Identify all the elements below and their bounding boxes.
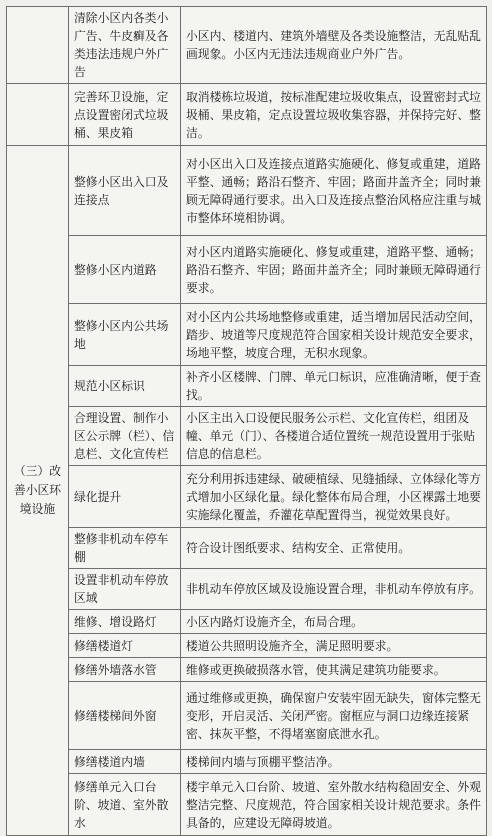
description-cell: 对小区内道路实施硬化、修复或重建，道路平整、通畅；路沿石整齐、牢固；路面井盖齐全；同时兼顾无障碍通行要求。 — [181, 236, 487, 304]
table-row — [7, 7, 487, 84]
item-cell: 设置非机动车停放区域 — [69, 569, 181, 610]
item-cell: 合理设置、制作小区公示牌（栏）、信息栏、文化宣传栏 — [69, 407, 181, 466]
item-cell: 修缮楼道灯 — [69, 634, 181, 658]
description-cell: 补齐小区楼牌、门牌、单元口标识，应准确清晰，便于查找。 — [181, 366, 487, 407]
description-cell: 小区主出入口设便民服务公示栏、文化宣传栏，组团及幢、单元（门）、各楼道合适位置统一规范设置用于张贴信息的信息栏。 — [181, 407, 487, 466]
category-cell: （三）改善小区环境设施 — [7, 146, 69, 836]
item-cell: 修缮楼道内墙 — [69, 750, 181, 774]
table-row — [7, 658, 487, 682]
table-row — [7, 466, 487, 528]
category-cell-previous — [7, 7, 69, 84]
table-row — [7, 407, 487, 466]
description-cell: 楼道公共照明设施齐全，满足照明要求。 — [181, 634, 487, 658]
table-row — [7, 682, 487, 750]
table-row — [7, 610, 487, 634]
description-cell: 通过维修或更换，确保窗户安装牢固无缺失，窗体完整无变形，开启灵活、关闭严密。窗框应与洞口边缘连接紧密、抹灰平整，不得堵塞窗底泄水孔。 — [181, 682, 487, 750]
item-cell: 修缮单元入口台阶、坡道、室外散水 — [69, 774, 181, 836]
item-cell: 整修非机动车停车棚 — [69, 528, 181, 569]
item-cell: 完善环卫设施，定点设置密闭式垃圾桶、果皮箱 — [69, 84, 181, 146]
description-cell: 非机动车停放区域及设施设置合理，非机动车停放有序。 — [181, 569, 487, 610]
description-cell: 小区内、楼道内、建筑外墙壁及各类设施整洁，无乱贴乱画现象。小区内无违法违规商业户外广告。 — [181, 7, 487, 84]
description-cell: 小区内路灯设施齐全，布局合理。 — [181, 610, 487, 634]
description-cell: 对小区出入口及连接点道路实施硬化、修复或重建，道路平整、通畅；路沿石整齐、牢固；路面井盖齐全；同时兼顾无障碍通行要求。出入口及连接点整治风格应注重与城市整体环境相协调。 — [181, 146, 487, 236]
table-row — [7, 304, 487, 366]
table-row — [7, 84, 487, 146]
item-cell: 绿化提升 — [69, 466, 181, 528]
description-cell: 符合设计图纸要求、结构安全、正常使用。 — [181, 528, 487, 569]
table-row — [7, 634, 487, 658]
item-cell: 修缮楼梯间外窗 — [69, 682, 181, 750]
item-cell: 整修小区内公共场地 — [69, 304, 181, 366]
description-cell: 取消楼栋垃圾道，按标准配建垃圾收集点，设置密封式垃圾桶、果皮箱，定点设置垃圾收集容器，并保持完好、整洁。 — [181, 84, 487, 146]
renovation-standards-table — [6, 6, 487, 836]
table-row — [7, 236, 487, 304]
item-cell: 整修小区内道路 — [69, 236, 181, 304]
table-row — [7, 750, 487, 774]
category-cell-previous — [7, 84, 69, 146]
item-cell: 清除小区内各类小广告、牛皮癣及各类违法违规户外广告 — [69, 7, 181, 84]
description-cell: 楼梯间内墙与顶棚平整洁净。 — [181, 750, 487, 774]
description-cell: 充分利用拆违建绿、破硬植绿、见缝插绿、立体绿化等方式增加小区绿化量。绿化整体布局合理，小区裸露土地要实施绿化覆盖，乔灌花草配置得当，视觉效果良好。 — [181, 466, 487, 528]
table-row — [7, 146, 487, 236]
table-row — [7, 366, 487, 407]
description-cell: 对小区内公共场地整修或重建，适当增加居民活动空间，踏步、坡道等尺度规范符合国家相关设计规范安全要求，场地平整，坡度合理，无积水现象。 — [181, 304, 487, 366]
table-row — [7, 774, 487, 836]
table-row — [7, 569, 487, 610]
item-cell: 整修小区出入口及连接点 — [69, 146, 181, 236]
item-cell: 维修、增设路灯 — [69, 610, 181, 634]
description-cell: 楼宇单元入口台阶、坡道、室外散水结构稳固安全、外观整洁完整、尺度规范，符合国家相关设计规范要求。条件具备的，应建设无障碍坡道。 — [181, 774, 487, 836]
table-row — [7, 528, 487, 569]
item-cell: 规范小区标识 — [69, 366, 181, 407]
item-cell: 修缮外墙落水管 — [69, 658, 181, 682]
description-cell: 维修或更换破损落水管，使其满足建筑功能要求。 — [181, 658, 487, 682]
